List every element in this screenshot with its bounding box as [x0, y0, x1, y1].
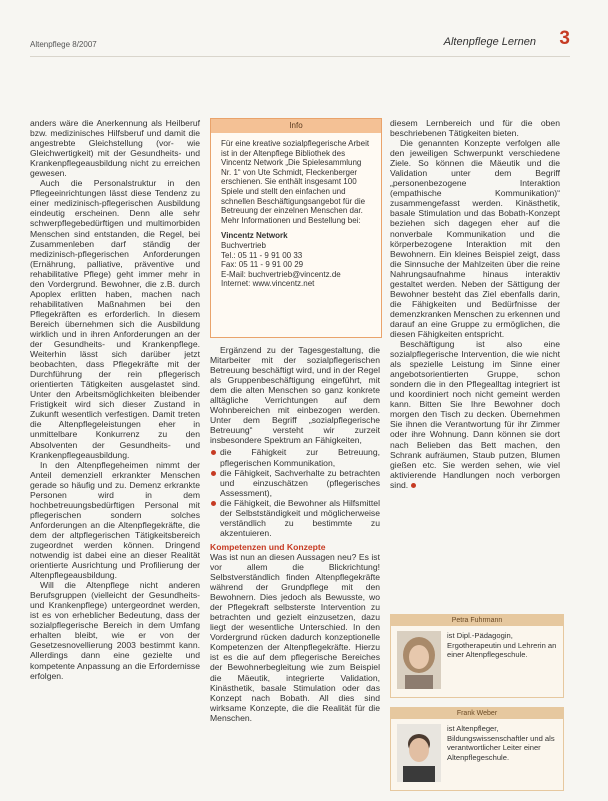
paragraph: Was ist nun an diesen Aussagen neu? Es ist vor allem die Blickrichtung! Selbstverständlich finden Altenpflegekräfte während der Grundpflege mit den Bewohnern. Dies jedoch als Bewusste, wo der Pflegekraft selbsterste Intervention zu betrachten und gezielt einzusetzen, dazu liegt der wesentliche Unterschied. In den Vordergrund rücken dadurch konzeptionelle Kompetenzen der Altenpflegekräfte. Hierzu ist es die auf dem pflegerische Bereiches der Bewohnerbegleitung wie zum Beispiel die Mäeutik, integrierte Validation, Kinästhetik, basale Stimulation oder das Konzept nach Bobath. All dies sind wirksame Konzepte, die die Realität für die Menschen. — [210, 551, 380, 723]
info-mail-link[interactable]: E-Mail: buchvertrieb@vincentz.de — [221, 269, 341, 279]
end-mark-icon — [411, 483, 416, 488]
paragraph: In den Altenpflegeheimen nimmt der Anteil demenziell erkrankter Menschen gerade so häufig und zu. Demenz erkrankte Personen wird in dem hochbetreuungsbedürftigen Personal mit pflegerischen sondern solches Anforderungen an die Altenpflegekräfte, die dem der altpflegerischen Tätigkeitsbereich zugeordnet werden können. Dringend notwendig ist dabei eine an dieser Realität orientierte Ausrichtung und Profilierung der Altenpflegeausbildung. — [30, 459, 200, 581]
list-item: die Fähigkeit, Sachverhalte zu betrachten und einzuschätzen (pflegerisches Assessment), — [210, 468, 380, 498]
author-name: Frank Weber — [391, 708, 563, 719]
info-tel: Tel.: 05 11 - 9 91 00 33 — [221, 250, 303, 260]
info-box — [210, 118, 382, 338]
issue-label: Altenpflege 8/2007 — [30, 40, 97, 49]
paragraph: Ergänzend zu der Tagesgestaltung, die Mitarbeiter mit der sozialpflegerischen Betreuung beschäftigt wird, und in der Regel als Gruppenbeschäftigung eingeführt, mit dem die alten Menschen so ganz konkrete alltägliche Verrichtungen auf dem Wohnbereichen mit einbezogen werden. Unter dem Begriff „sozialpflegerische Betreuung“ versteht wir zurzeit insbesondere Spektrum an Fähigkeiten, — [210, 345, 380, 446]
section-heading: Kompetenzen und Konzepte — [210, 541, 326, 552]
paragraph: anders wäre die Anerkennung als Heilberuf bzw. medizinisches Hilfsberuf und damit die angestrebte Gleichstellung (vor- wie Gleichwertigkeit) mit der Gesundheits- und Krankenpflegeausbildung nicht zu erreichen gewesen. — [30, 118, 200, 179]
info-fax: Fax: 05 11 - 9 91 00 29 — [221, 260, 304, 270]
author-name: Petra Fuhrmann — [391, 615, 563, 626]
paragraph: Die genannten Konzepte verfolgen alle den jeweiligen Schwerpunkt verschiedene Ziele. So können die Mäeutik und die Validation unter dem Begriff „personenbezogene Interaktion (empathische Kommunikation)“ zusammengefasst werden. Kinästhetik, basale Stimulation und das Bobath-Konzept beziehen sich dagegen eher auf die nonverbale Kommunikation und die körperbezogene Interaktion mit den Bewohnern. Ein kleines Beispiel zeigt, dass die Sinnsuche der Mahlzeiten über die reine Nahrungsaufnahme hinaus interaktiv gestaltet werden. Neben der Sättigung der Bewohner besteht das Ziel ebenfalls darin, die Fähigkeiten und Bedürfnisse der demenzkranken Menschen zu erkennen und darauf an eine Gruppe zu ermöglichen, die diesen Fähigkeiten entspricht. — [390, 138, 560, 339]
paragraph-text: Beschäftigung ist also eine sozialpflegerische Intervention, die wie nicht als spezielle Leistung im Sinne einer angebotsorientierten Gruppe, schon sondern die in den Pflegealltag integriert ist und koordiniert noch nicht gemeint werden kann. Bitten Sie Ihre Bewohner doch morgen den Tisch zu decken. Übernehmen Sie ihnen die Verantwortung für ihr Zimmer oder ihre Wohnung. Dann können sie dort nach Belieben das Bett machen, den Schrank aufräumen, Staub putzen, Blumen gießen etc. Sie werden sehen, wie viel aktivierende Handlungen noch verborgen sind. — [390, 339, 560, 490]
bullet-list — [210, 447, 380, 537]
list-item: die Fähigkeit zur Betreuung, pflegerischen Kommunikation, — [210, 447, 380, 467]
magazine-title: Altenpflege Lernen — [443, 36, 536, 48]
author-bio: ist Dipl.-Pädagogin, Ergotherapeutin und Lehrerin an einer Altenpflegeschule. — [447, 631, 557, 659]
column-3 — [390, 118, 560, 490]
author-box-1 — [390, 614, 564, 698]
paragraph: Will die Altenpflege nicht anderen Berufsgruppen (vielleicht der Gesundheits- und Krankenpflege) untergeordnet werden, ist es von erheblicher Bedeutung, dass der sozialpflegerische Bereich in dem Umfang erhalten bleibt, wie er von der Gesetzesnovellierung 2003 bestimmt kann. Allerdings dann eine gezielte und kompetente Anpassung an die Erfordernisse erfolgen. — [30, 580, 200, 681]
author-photo — [397, 724, 441, 782]
column-1 — [30, 118, 200, 681]
info-web-link[interactable]: Internet: www.vincentz.net — [221, 279, 315, 289]
info-org-sub: Buchvertrieb — [221, 240, 266, 250]
author-bio: ist Altenpfleger, Bildungswissenschaftler und als verantwortlicher Leiter einer Altenpflegeschule. — [447, 724, 555, 762]
paragraph: Auch die Personalstruktur in den Pflegeeinrichtungen lässt diese Tendenz zu einer medizinisch-pflegerischen Ausbildung eindeutig erscheinen. Denn alle sehr schwerpflegebedürftigen und multimorbiden Menschen sind entstanden, die Regel, bei Zusammenleben darf ständig der medizinisch-pflegerischen Anforderungen (Ernährung, palliative, präventive und rehabilitative Pflege) geht immer mehr in den Vordergrund. Bewohner, die z.B. durch Apoplex erlitten haben, machen nach rehabilitativen Maßnahmen bei den Pflegekräften es erforderlich. In diesem Bereich übernehmen sich die Ausbildung wirklich und in ihren Anforderungen an der der Gesundheits- und Krankenpflege. Weiterhin lässt sich darüber jetzt beobachten, dass Pflegekräfte mit der Durchführung der rein pflegerisch orientierten Tätigkeiten ausgelastet sind. Unter den Arbeitsmöglichkeiten bleibender Fristigkeit wird sich dieser Zustand in Zukunft wesentlich verfestigen. Damit treten die Altenpflegeleistungen eher in unmittelbare Konkurrenz zu den Absolventen der Gesundheits- und Krankenpflegeausbildung. — [30, 178, 200, 460]
column-2 — [210, 345, 380, 723]
info-box-text: Für eine kreative sozialpflegerische Arbeit ist in der Altenpflege Bibliothek des Vincentz Network „Die Spielesammlung Nr. 1“ von Ute Schmidt, Fleckenberger erschienen. Sie enthält insgesamt 100 Spiele und stellt den einfachen und schnellen Beschäftigungsangebot für die Betreuung der einzelnen Menschen dar. Mehr Informationen und Bestellung bei: — [221, 139, 370, 225]
paragraph — [390, 339, 560, 490]
paragraph: diesem Lernbereich und für die oben beschriebenen Tätigkeiten bieten. — [390, 118, 560, 139]
list-item: die Fähigkeit, die Bewohner als Hilfsmittel der Selbstständigkeit und möglicherweise verständlich zu bestimmte zu akzentuieren. — [210, 498, 380, 538]
author-box-2 — [390, 707, 564, 791]
info-box-title: Info — [211, 119, 381, 133]
info-org: Vincentz Network — [221, 231, 288, 241]
page-number: 3 — [559, 28, 570, 49]
page-header — [30, 30, 570, 57]
author-photo — [397, 631, 441, 689]
